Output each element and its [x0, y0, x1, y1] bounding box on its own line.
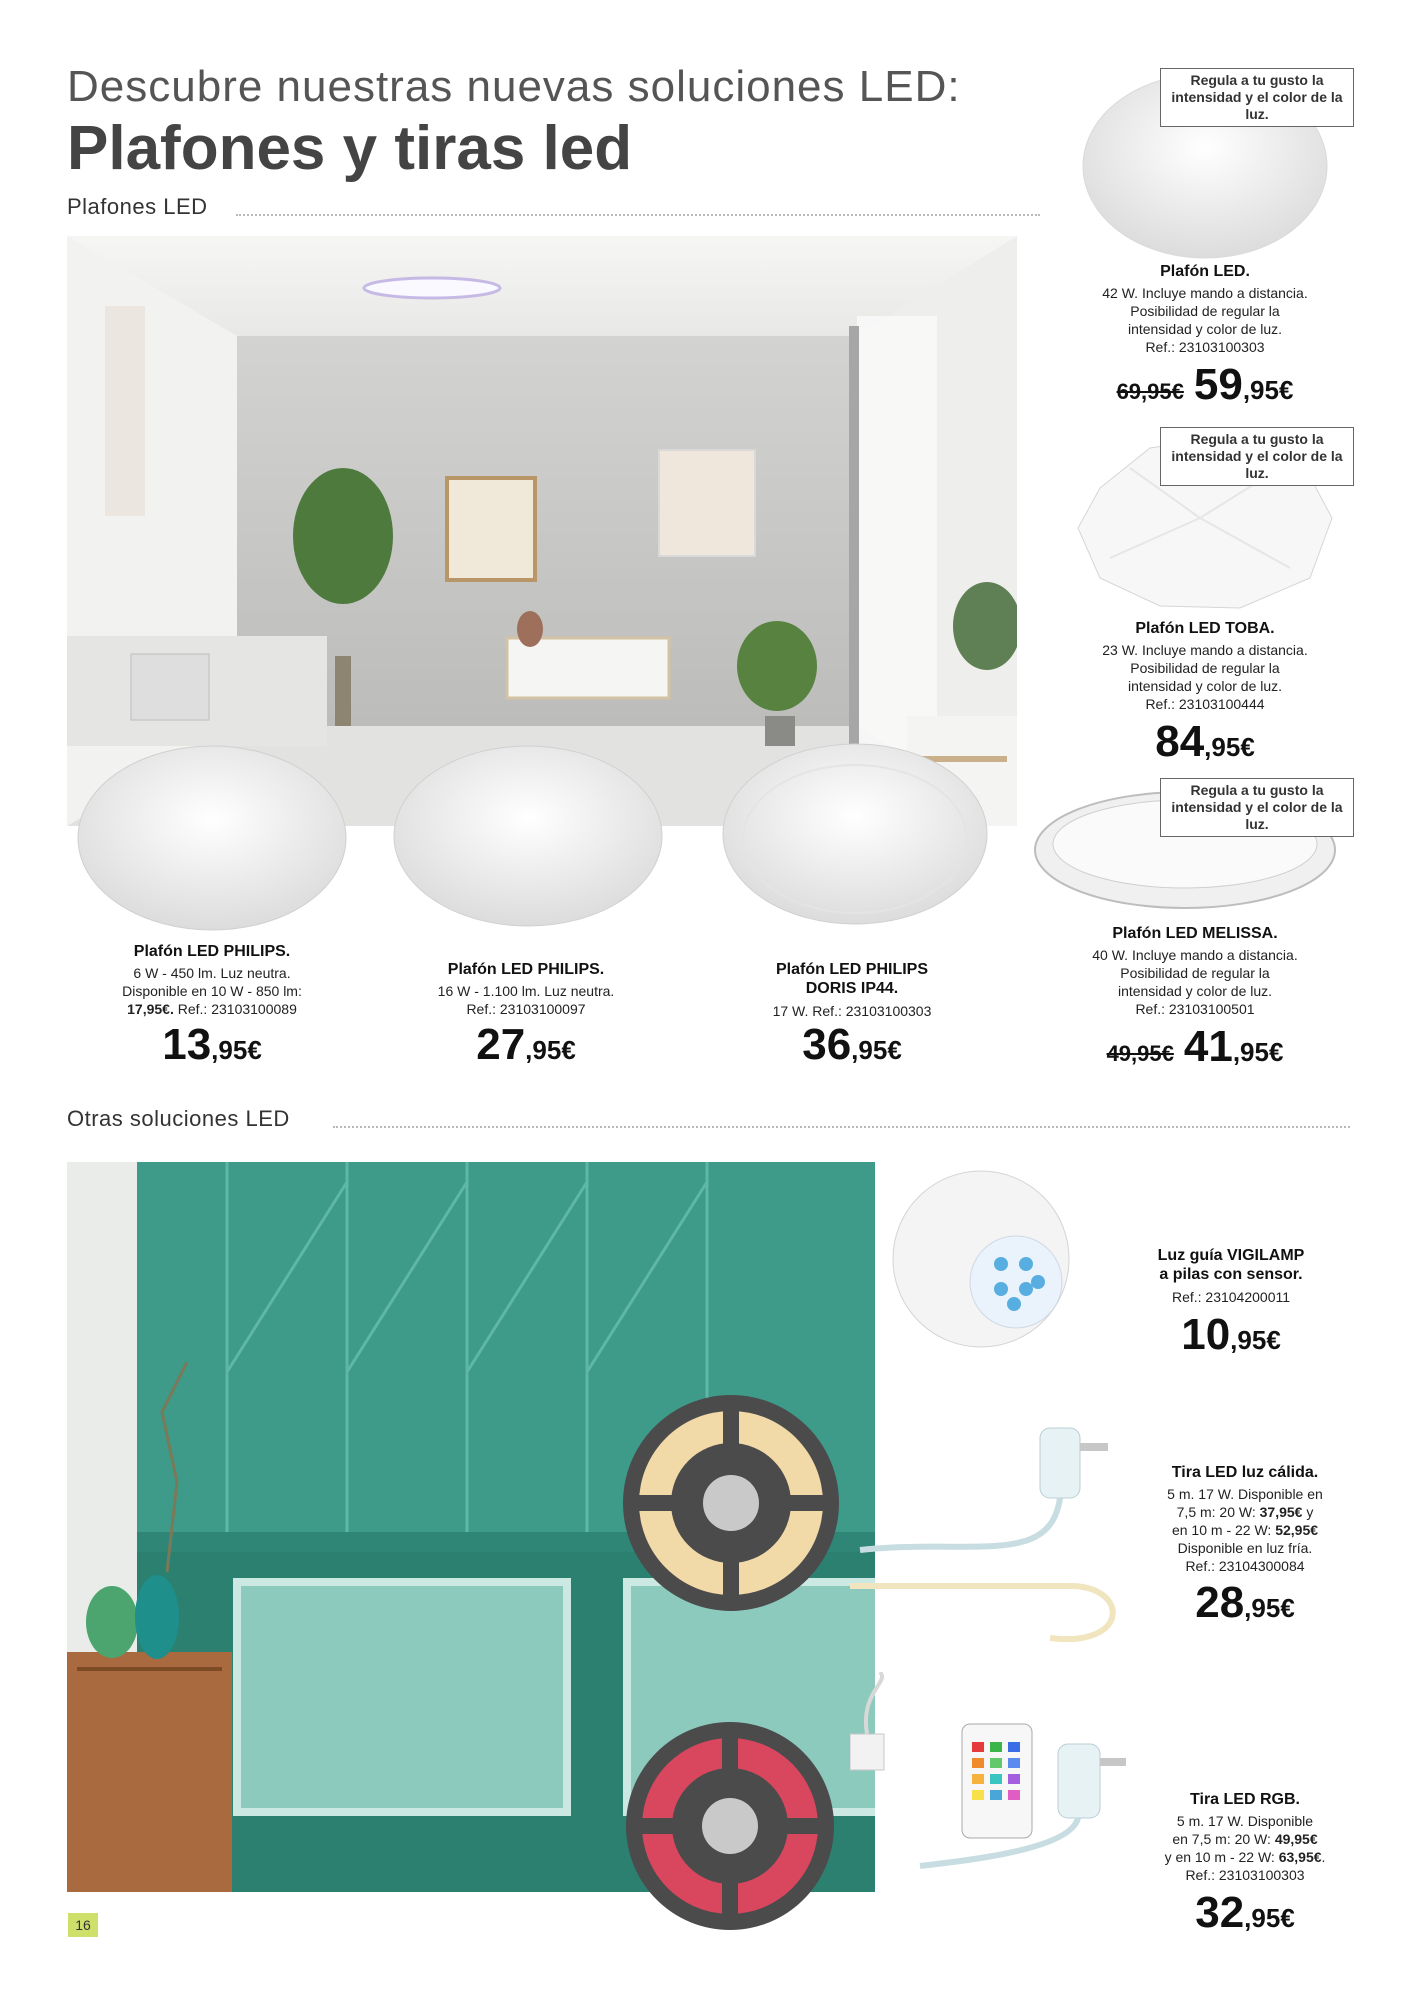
- product-price: 36,95€: [802, 1020, 902, 1069]
- product-description: 5 m. 17 W. Disponible en 7,5 m: 20 W: 37,95€ y en 10 m - 22 W: 52,95€ Disponible en luz fría. Ref.: 23104300084: [1167, 1486, 1323, 1574]
- product-description: 5 m. 17 W. Disponible en 7,5 m: 20 W: 49,95€ y en 10 m - 22 W: 63,95€. Ref.: 23103100303: [1164, 1813, 1326, 1883]
- ceiling-lamp-icon: [364, 278, 500, 298]
- product-name: Plafón LED TOBA.: [1135, 620, 1275, 637]
- product-description: 17 W. Ref.: 23103100303: [772, 1003, 932, 1019]
- product-price: 69,95€ 59,95€: [1116, 360, 1294, 409]
- regulate-badge: Regula a tu gusto la intensidad y el color de la luz.: [1160, 68, 1354, 127]
- lamp-philips-16w-image: [388, 736, 668, 936]
- product-name: Plafón LED PHILIPS DORIS IP44.: [775, 961, 928, 997]
- product-name: Luz guía VIGILAMP a pilas con sensor.: [1157, 1247, 1305, 1283]
- regulate-badge: Regula a tu gusto la intensidad y el color de la luz.: [1160, 427, 1354, 486]
- product-name: Tira LED luz cálida.: [1171, 1464, 1319, 1481]
- product-name: Plafón LED PHILIPS.: [447, 961, 605, 978]
- product-price: 10,95€: [1181, 1310, 1281, 1359]
- page-subtitle: Descubre nuestras nuevas soluciones LED:: [67, 62, 961, 111]
- product-description: Ref.: 23104200011: [1171, 1289, 1291, 1305]
- product-price: 49,95€ 41,95€: [1106, 1022, 1284, 1071]
- remote-control-icon: [962, 1724, 1032, 1838]
- regulate-badge: Regula a tu gusto la intensidad y el color de la luz.: [1160, 778, 1354, 837]
- vigilamp-image: [886, 1164, 1076, 1354]
- old-price: 69,95€: [1116, 379, 1184, 404]
- product-description: 16 W - 1.100 lm. Luz neutra. Ref.: 23103100097: [437, 983, 615, 1017]
- page-title: Plafones y tiras led: [67, 114, 633, 183]
- product-price: 28,95€: [1195, 1578, 1295, 1627]
- old-price: 49,95€: [1106, 1041, 1174, 1066]
- page-number: 16: [68, 1913, 98, 1937]
- section-divider: [333, 1126, 1350, 1128]
- power-adapter-icon: [850, 1418, 1140, 1658]
- rgb-accessories: [850, 1672, 1140, 1912]
- product-description: 6 W - 450 lm. Luz neutra. Disponible en 10 W - 850 lm: 17,95€. Ref.: 23103100089: [122, 965, 302, 1017]
- product-price: 27,95€: [476, 1020, 576, 1069]
- product-price: 13,95€: [162, 1020, 262, 1069]
- section-divider: [236, 214, 1040, 216]
- product-description: 42 W. Incluye mando a distancia. Posibilidad de regular la intensidad y color de luz. Ref.: 23103100303: [1102, 285, 1308, 355]
- section-heading-plafones: Plafones LED: [67, 194, 208, 219]
- product-name: Tira LED RGB.: [1190, 1791, 1300, 1808]
- product-price: 84,95€: [1155, 717, 1255, 766]
- lamp-philips-6w-image: [72, 736, 352, 936]
- product-name: Plafón LED PHILIPS.: [133, 943, 291, 960]
- section-heading-otras: Otras soluciones LED: [67, 1106, 290, 1131]
- led-reel-icon: [616, 1388, 846, 1618]
- product-name: Plafón LED MELISSA.: [1112, 925, 1278, 942]
- product-description: 40 W. Incluye mando a distancia. Posibilidad de regular la intensidad y color de luz. Ref.: 23103100501: [1092, 947, 1298, 1017]
- led-reel-icon: [620, 1716, 840, 1936]
- product-price: 32,95€: [1195, 1888, 1295, 1937]
- lamp-philips-doris-image: [715, 734, 995, 934]
- product-name: Plafón LED.: [1160, 263, 1250, 280]
- product-description: 23 W. Incluye mando a distancia. Posibilidad de regular la intensidad y color de luz. Ref.: 23103100444: [1102, 642, 1308, 712]
